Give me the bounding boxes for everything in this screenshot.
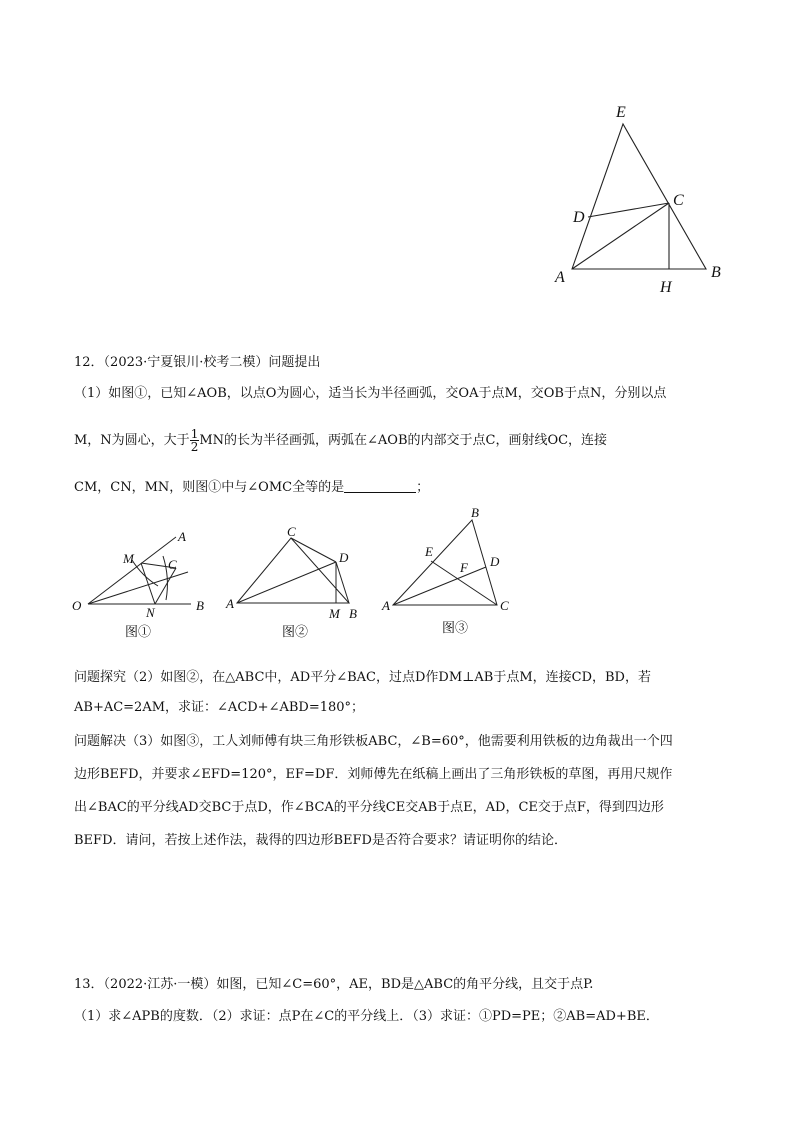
q12-header: 12．（2023·宁夏银川·校考二模）问题提出	[74, 355, 321, 370]
segment-ac	[572, 203, 669, 269]
q12-part1-line2	[74, 428, 607, 453]
ray-oc	[88, 572, 188, 604]
label-h: H	[660, 279, 672, 295]
label-b: B	[711, 264, 721, 281]
label-e: E	[425, 544, 433, 559]
label-a: A	[226, 596, 234, 611]
label-b: B	[349, 606, 357, 621]
label-c: C	[673, 192, 684, 209]
segment-ad	[237, 562, 336, 603]
figure-1	[65, 520, 215, 640]
q12-part1-line3-b: ；	[416, 480, 430, 495]
q12-part3-line2: 边形BEFD，并要求∠EFD=120°，EF=DF．刘师傅先在纸稿上画出了三角形铁板的草图，再用尺规作	[74, 767, 673, 782]
ray-oa	[88, 537, 176, 604]
label-a: A	[555, 269, 565, 286]
figure-triangle-ebh	[545, 95, 735, 295]
arc-n	[163, 556, 167, 600]
figure-2	[222, 520, 372, 640]
segment-dc	[588, 203, 669, 217]
fraction-denominator: 2	[190, 440, 199, 454]
label-e: E	[616, 104, 626, 121]
segment-ad	[393, 567, 486, 605]
label-b: B	[471, 505, 479, 520]
label-c: C	[500, 598, 509, 613]
q13-line2: （1）求∠APB的度数．（2）求证：点P在∠C的平分线上．（3）求证：①PD=PE；②AB=AD+BE．	[74, 1009, 659, 1024]
label-m: M	[123, 551, 134, 566]
fraction-numerator: 1	[190, 427, 199, 441]
triangle-abc	[237, 538, 349, 603]
label-m: M	[329, 606, 340, 621]
label-n: N	[146, 605, 155, 620]
label-a: A	[382, 598, 390, 613]
segment-nc	[155, 568, 176, 604]
q13-line1: 13．（2022·江苏·一模）如图，已知∠C=60°，AE，BD是△ABC的角平分线，且交于点P.	[74, 977, 594, 992]
q12-part3-line4: BEFD．请问，若按上述作法，裁得的四边形BEFD是否符合要求？请证明你的结论．	[74, 833, 567, 848]
label-d: D	[573, 209, 585, 226]
q12-part1-line3	[74, 476, 429, 495]
label-b: B	[196, 598, 204, 613]
label-d: D	[339, 550, 349, 565]
caption-figure-1: 图①	[125, 624, 152, 639]
label-f: F	[460, 560, 468, 575]
label-c: C	[168, 557, 177, 572]
figure-3	[378, 500, 528, 640]
q12-part2-line1: 问题探究（2）如图②，在△ABC中，AD平分∠BAC，过点D作DM⊥AB于点M，连接CD，BD，若	[74, 670, 651, 685]
q12-part3-line3: 出∠BAC的平分线AD交BC于点D，作∠BCA的平分线CE交AB于点E，AD，CE交于点F，得到四边形	[74, 800, 664, 815]
q12-part3-line1: 问题解决（3）如图③，工人刘师傅有块三角形铁板ABC，∠B=60°，他需要利用铁板的边角裁出一个四	[74, 734, 673, 749]
caption-figure-3: 图③	[442, 620, 469, 635]
segment-cd	[291, 538, 336, 562]
triangle-abc	[393, 520, 497, 605]
label-o: O	[72, 598, 82, 613]
q12-part1-line1: （1）如图①，已知∠AOB，以点O为圆心，适当长为半径画弧，交OA于点M，交OB于点N，分别以点	[74, 386, 667, 401]
q12-part1-line2-b: MN的长为半径画弧，两弧在∠AOB的内部交于点C，画射线OC，连接	[199, 433, 608, 448]
caption-figure-2: 图②	[282, 624, 309, 639]
label-a: A	[178, 529, 186, 544]
label-c: C	[287, 524, 296, 539]
answer-blank	[344, 480, 416, 493]
label-d: D	[490, 554, 500, 569]
triangle-abe	[572, 124, 706, 269]
q12-part1-line2-a: M，N为圆心，大于	[74, 433, 190, 448]
segment-db	[336, 562, 349, 603]
q12-part1-line3-a: CM，CN，MN，则图①中与∠OMC全等的是	[74, 480, 345, 495]
fraction-one-half	[190, 428, 200, 453]
q12-part2-line2: AB+AC=2AM，求证：∠ACD+∠ABD=180°；	[74, 700, 365, 715]
